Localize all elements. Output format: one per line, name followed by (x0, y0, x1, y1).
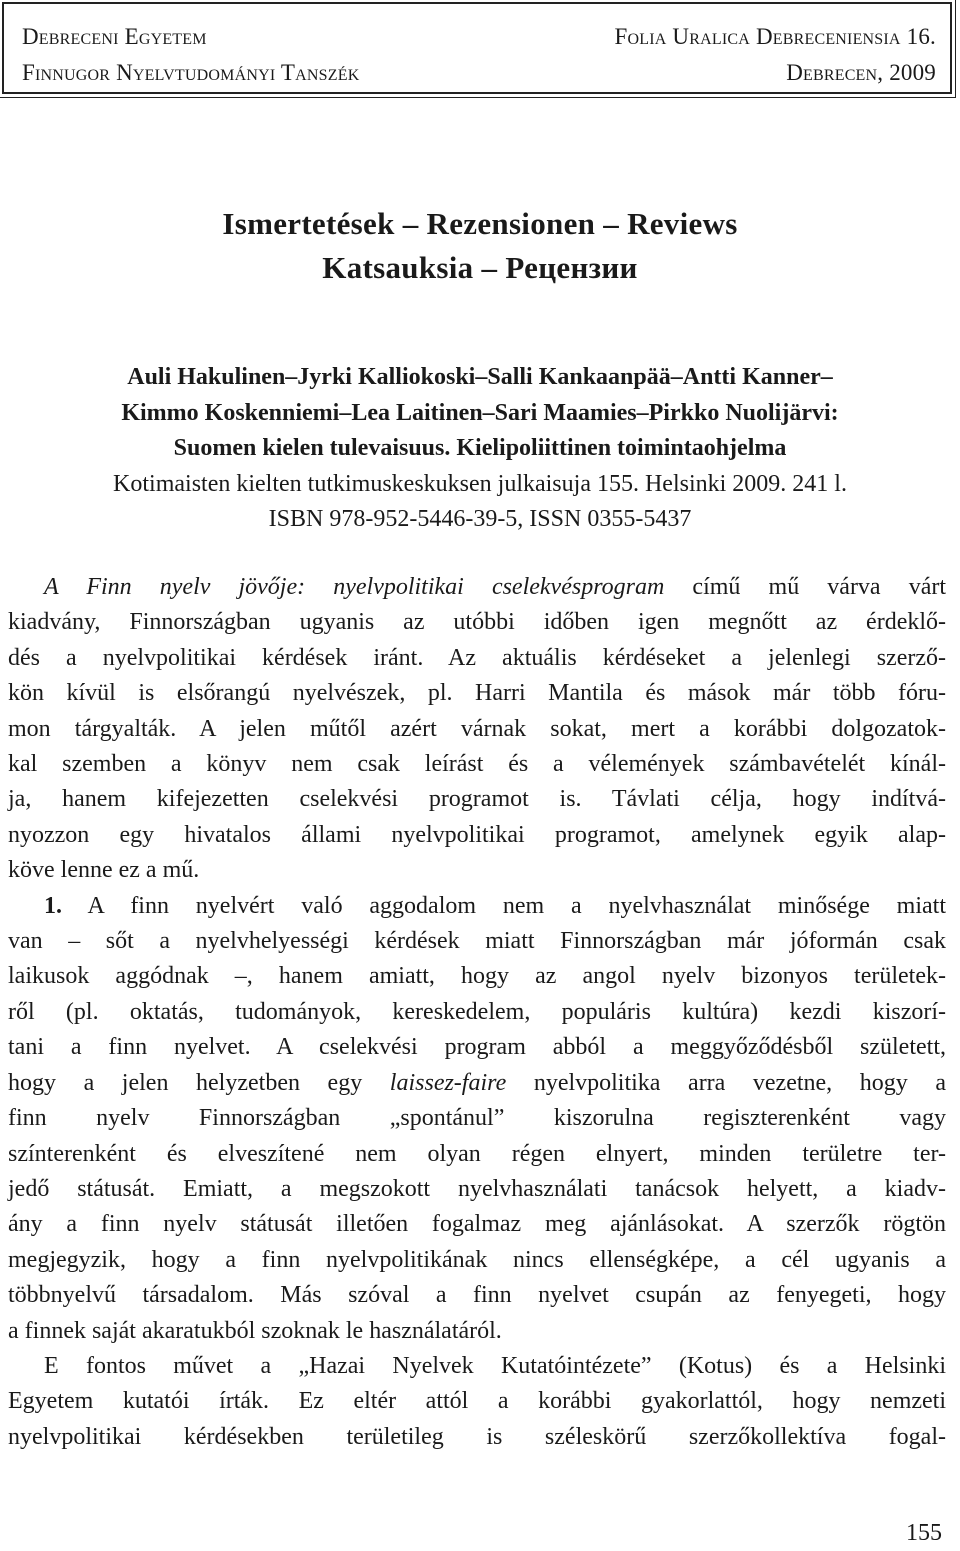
header-journal: Folia Uralica Debreceniensia 16. (614, 24, 936, 49)
book-title: Suomen kielen tulevaisuus. Kielipoliittinen toimintaohjelma (173, 435, 787, 461)
book-authors-line-1: Auli Hakulinen–Jyrki Kalliokoski–Salli Kankaanpää–Antti Kanner– (127, 364, 833, 390)
body-line: A Finn nyelv jövője: nyelvpolitikai cselekvésprogram című mű várva várt (44, 574, 947, 600)
body-line: dés a nyelvpolitikai kérdések iránt. Az aktuális kérdéseket a jelenlegi szerző- (8, 644, 946, 671)
body-line: hogy a jelen helyzetben egy laissez-faire nyelvpolitika arra vezetne, hogy a (8, 1069, 946, 1096)
cited-title: A Finn nyelv jövője: nyelvpolitikai cselekvésprogram (44, 574, 665, 600)
section-subtitle: Katsauksia – Рецензии (322, 250, 638, 285)
body-line: kön kívül is elsőrangú nyelvészek, pl. Harri Mantila és mások már több fóru- (8, 680, 946, 707)
body-line: laikusok aggódnak –, hanem amiatt, hogy az angol nyelv bizonyos területek- (8, 963, 946, 990)
book-citation (0, 360, 960, 538)
body-line: van – sőt a nyelvhelyességi kérdések miatt Finnországban már jóformán csak (8, 928, 946, 955)
header-place-year: Debrecen, 2009 (786, 60, 936, 85)
body-line: finn nyelv Finnországban „spontánul” kiszorulna regiszterenként vagy (8, 1105, 946, 1132)
book-authors-line-2: Kimmo Koskenniemi–Lea Laitinen–Sari Maamies–Pirkko Nuolijärvi: (121, 399, 839, 426)
body-line: köve lenne ez a mű. (8, 857, 200, 884)
body-line: kiadvány, Finnországban ugyanis az utóbbi időben igen megnőtt az érdeklő- (8, 609, 946, 636)
body-line: kal szemben a könyv nem csak leírást és a vélemények számbavételét kínál- (8, 751, 946, 778)
body-line: mon tárgyalták. A jelen műtől azért várnak sokat, mert a korábbi dolgozatok- (8, 715, 946, 742)
body-line: színterenként és elveszítené nem olyan régen elnyert, minden területre ter- (8, 1140, 946, 1167)
body-line: ány a finn nyelv státusát illetően fogalmaz meg ajánlásokat. A szerzők rögtön (8, 1211, 946, 1238)
book-isbn: ISBN 978-952-5446-39-5, ISSN 0355-5437 (268, 506, 692, 532)
header-row-top (22, 24, 936, 50)
section-number: 1. (44, 892, 62, 919)
body-line: nyozzon egy hivatalos állami nyelvpolitikai programot, amelynek egyik alap- (8, 821, 946, 848)
body-line: a finnek saját akaratukból szoknak le használatáról. (8, 1317, 502, 1344)
running-header (2, 2, 952, 94)
body-line: 1. A finn nyelvért való aggodalom nem a nyelvhasználat minősége miatt (44, 892, 946, 919)
body-line: Egyetem kutatói írták. Ez eltér attól a korábbi gyakorlattól, hogy nemzeti (8, 1388, 946, 1415)
section-title: Ismertetések – Rezensionen – Reviews (222, 206, 738, 241)
body-line: ről (pl. oktatás, tudományok, kereskedelem, populáris kultúra) kezdi kiszorí- (8, 998, 946, 1025)
body-line: jedő státusát. Emiatt, a megszokott nyelvhasználati tanácsok helyett, a kiadv- (8, 1175, 946, 1202)
header-row-bottom (22, 60, 936, 86)
body-line: megjegyzik, hogy a finn nyelvpolitikának nincs ellenségképe, a cél ugyanis a (8, 1246, 946, 1273)
body-line: ja, hanem kifejezetten cselekvési programot is. Távlati célja, hogy indítvá- (8, 786, 946, 813)
book-series: Kotimaisten kielten tutkimuskeskuksen julkaisuja 155. Helsinki 2009. 241 l. (113, 470, 847, 497)
header-university: Debreceni Egyetem (22, 24, 207, 49)
header-department: Finnugor Nyelvtudományi Tanszék (22, 60, 360, 85)
body-line: tani a finn nyelvet. A cselekvési program abból a meggyőződésből született, (8, 1034, 946, 1061)
foreign-term: laissez-faire (389, 1069, 507, 1096)
body-line: E fontos művet a „Hazai Nyelvek Kutatóintézete” (Kotus) és a Helsinki (44, 1352, 946, 1379)
review-body (8, 570, 946, 1455)
body-line: nyelvpolitikai kérdésekben területileg is széleskörű szerzőkollektíva fogal- (8, 1423, 946, 1450)
body-line: többnyelvű társadalom. Más szóval a finn nyelvet csupán az fenyegeti, hogy (8, 1282, 946, 1309)
page-number: 155 (906, 1520, 942, 1546)
